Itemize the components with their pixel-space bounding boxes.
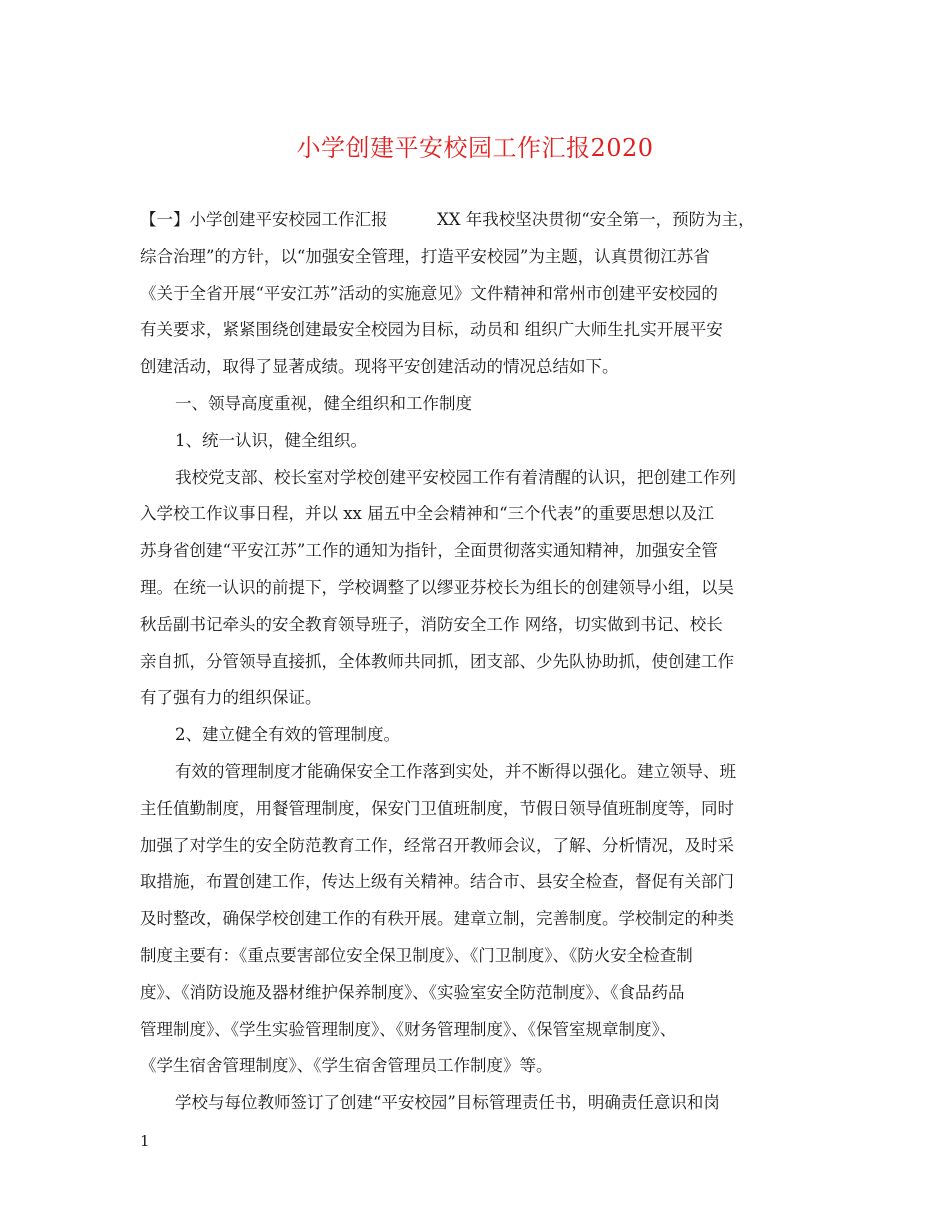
text-line: 苏身省创建“平安江苏”工作的通知为指针，全面贯彻落实通知精神，加强安全管 [140,541,718,561]
text-line: 综合治理”的方针，以“加强安全管理，打造平安校园”为主题，认真贯彻江苏省 [140,246,710,266]
text-line: 有效的管理制度才能确保安全工作落到实处，并不断得以强化。建立领导、班 [175,761,736,781]
text-line: 制度主要有：《重点要害部位安全保卫制度》、《门卫制度》、《防火安全检查制 [140,945,693,965]
text-line: 有了强有力的组织保证。 [140,688,322,708]
text-line: 主任值勤制度，用餐管理制度，保安门卫值班制度，节假日领导值班制度等，同时 [140,798,734,818]
document-title: 小学创建平安校园工作汇报2020 [296,134,654,162]
subsection-heading: 2、建立健全有效的管理制度。 [175,725,400,745]
text-line: 理。在统一认识的前提下，学校调整了以缪亚芬校长为组长的创建领导小组，以吴 [140,577,734,597]
text-line: 亲自抓，分管领导直接抓，全体教师共同抓，团支部、少先队协助抓，使创建工作 [140,651,734,671]
text-line: 学校与每位教师签订了创建“平安校园”目标管理责任书，明确责任意识和岗 [175,1093,720,1113]
text-line: 【一】小学创建平安校园工作汇报 XX 年我校坚决贯彻“安全第一，预防为主， [140,210,755,229]
text-line: 有关要求，紧紧围绕创建最安全校园为目标，动员和 组织广大师生扎实开展平安 [140,320,723,340]
text-line: 管理制度》、《学生实验管理制度》、《财务管理制度》、《保管室规章制度》、 [140,1019,677,1039]
text-line: 《学生宿舍管理制度》、《学生宿舍管理员工作制度》等。 [140,1056,553,1076]
text-line: 加强了对学生的安全防范教育工作，经常召开教师会议，了解、分析情况，及时采 [140,835,734,855]
text-line: 秋岳副书记牵头的安全教育领导班子，消防安全工作 网络，切实做到书记、校长 [140,614,723,634]
text-line: 取措施，布置创建工作，传达上级有关精神。结合市、县安全检查，督促有关部门 [140,872,734,892]
text-line: 创建活动，取得了显著成绩。现将平安创建活动的情况总结如下。 [140,357,619,377]
subsection-heading: 1、统一认识，健全组织。 [175,430,367,450]
document-body [140,202,820,1122]
text-line: 《关于全省开展“平安江苏”活动的实施意见》文件精神和常州市创建平安校园的 [140,283,718,303]
text-line: 入学校工作议事日程，并以 xx 届五中全会精神和“三个代表”的重要思想以及江 [140,504,714,524]
text-line: 度》、《消防设施及器材维护保养制度》、《实验室安全防范制度》、《食品药品 [140,982,685,1002]
text-line: 我校党支部、校长室对学校创建平安校园工作有着清醒的认识，把创建工作列 [175,467,736,487]
text-line: 及时整改，确保学校创建工作的有秩开展。建章立制，完善制度。学校制定的种类 [140,909,734,929]
page-number: 1 [140,1132,150,1150]
section-heading: 一、领导高度重视，健全组织和工作制度 [175,393,472,413]
